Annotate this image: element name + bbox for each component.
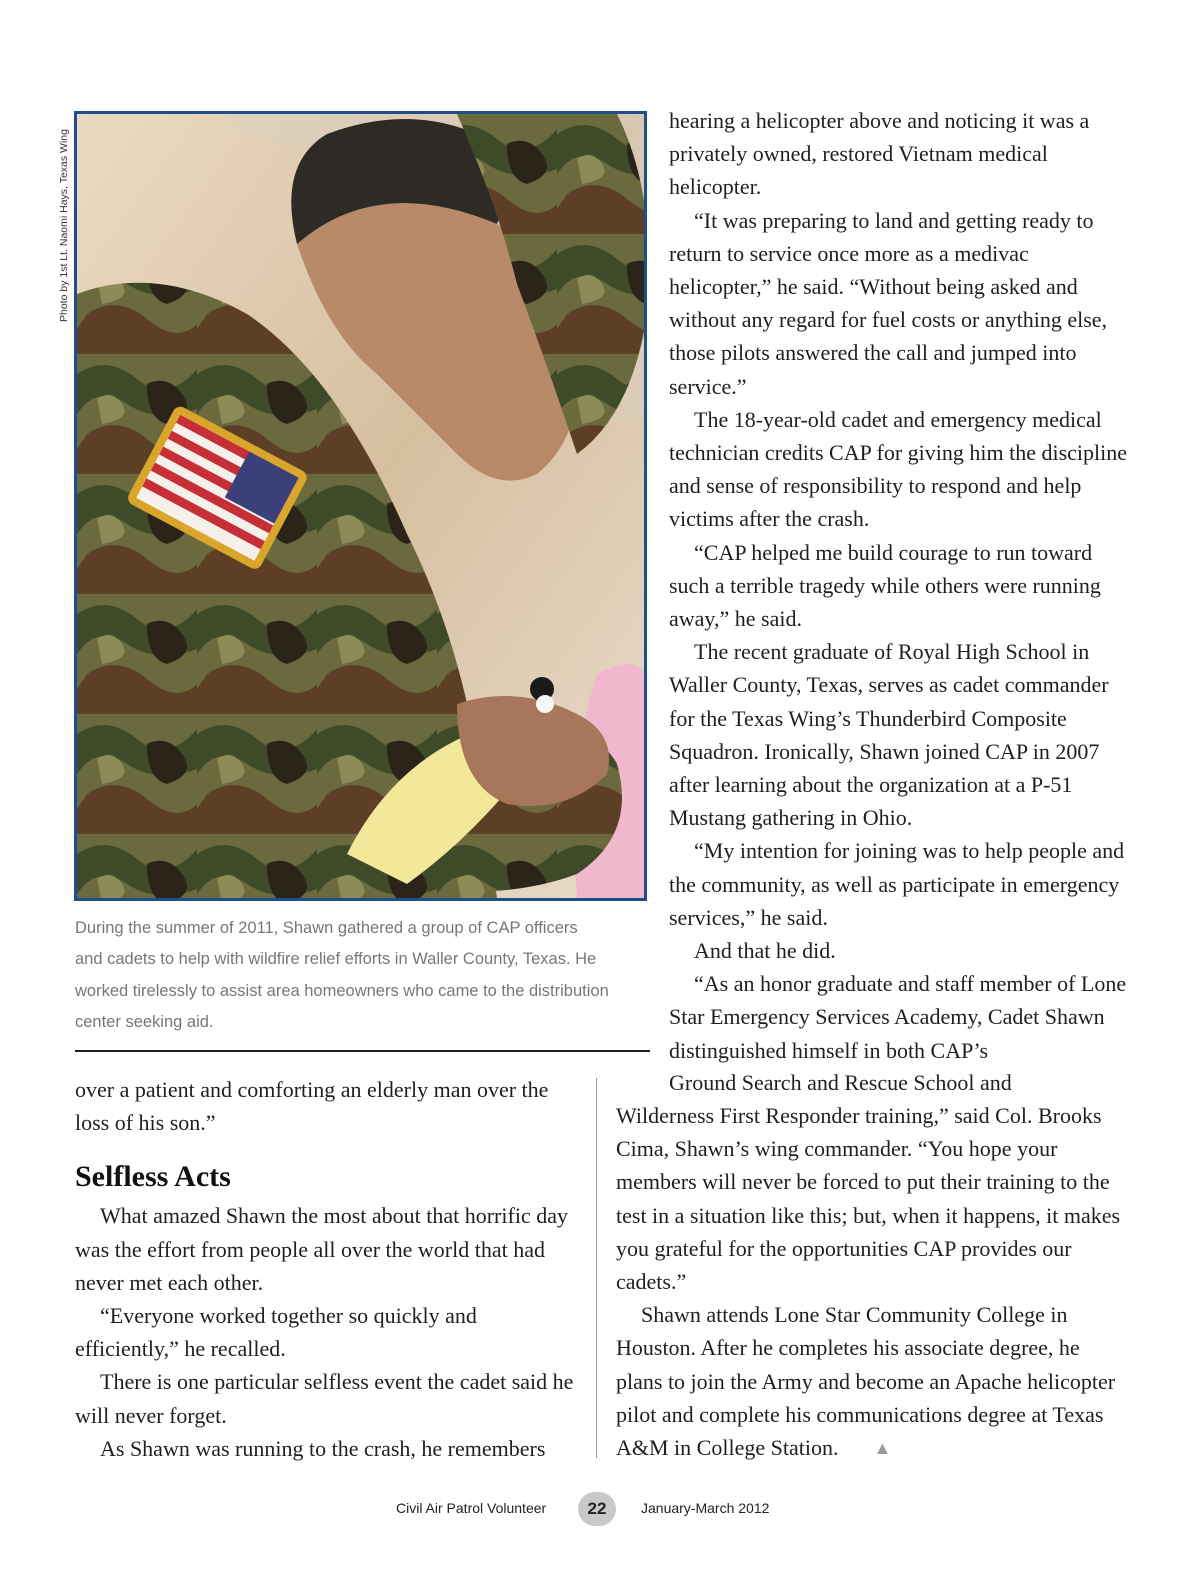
right-column-top: [669, 104, 1129, 1067]
paragraph: “CAP helped me build courage to run toward such a terrible tragedy while others were running away,” he said.: [669, 539, 1101, 632]
paragraph: “As an honor graduate and staff member of Lone Star Emergency Services Academy, Cadet Shawn distinguished himself in both CAP’s: [669, 971, 1127, 1063]
paragraph: “It was preparing to land and getting ready to return to service once more as a medivac helicopter,” he said. “Without being asked and without any regard for fuel costs or anything else, those pilots answered the call and jumped into service.”: [669, 207, 1108, 399]
paragraph: As Shawn was running to the crash, he remembers: [100, 1435, 546, 1461]
paragraph-text: Shawn attends Lone Star Community College in Houston. After he completes his associate degree, he plans to join the Army and become an Apache helicopter pilot and complete his communications degree at Texas A&M in College Station.: [616, 1302, 1116, 1461]
issue-date: January-March 2012: [641, 1500, 770, 1516]
caption-line: and cadets to help with wildfire relief efforts in Waller County, Texas. He: [75, 950, 597, 969]
photo-caption: [75, 913, 665, 1038]
cadet-photo: [74, 111, 647, 901]
caption-line: During the summer of 2011, Shawn gathered a group of CAP officers: [75, 919, 578, 937]
page-number: 22: [578, 1492, 616, 1526]
paragraph: The recent graduate of Royal High School in Waller County, Texas, serves as cadet commander for the Texas Wing’s Thunderbird Composite Squadron. Ironically, Shawn joined CAP in 2007 after learning about the organization at a P-51 Mustang gathering in Ohio.: [669, 639, 1109, 831]
paragraph: over a patient and comforting an elderly man over the loss of his son.”: [75, 1077, 549, 1136]
cadet-illustration: [77, 114, 644, 898]
end-of-story-triangle-icon: ▲: [873, 1438, 892, 1459]
paragraph: hearing a helicopter above and noticing it was a privately owned, restored Vietnam medical helicopter.: [669, 108, 1090, 200]
paragraph: “My intention for joining was to help people and the community, as well as participate in emergency services,” he said.: [669, 838, 1125, 930]
paragraph: The 18-year-old cadet and emergency medical technician credits CAP for giving him the discipline and sense of responsibility to respond and help victims after the crash.: [669, 406, 1128, 532]
column-divider: [596, 1078, 597, 1458]
caption-divider: [75, 1050, 650, 1052]
page-footer: [0, 1490, 1200, 1530]
publication-name: Civil Air Patrol Volunteer: [396, 1500, 547, 1516]
paragraph: Wilderness First Responder training,” said Col. Brooks Cima, Shawn’s wing commander. “You hope your members will never be forced to put their training to the test in a situation like this; but, when it happens, it makes you grateful for the opportunities CAP provides our cadets.”: [616, 1103, 1121, 1295]
section-heading: Selfless Acts: [75, 1160, 231, 1194]
left-column: [75, 1073, 580, 1465]
caption-line: worked tirelessly to assist area homeowners who came to the distribution: [75, 981, 609, 1000]
paragraph: There is one particular selfless event the cadet said he will never forget.: [75, 1369, 574, 1428]
caption-line: center seeking aid.: [75, 1012, 214, 1031]
paragraph-continuation: Ground Search and Rescue School and: [669, 1070, 1012, 1095]
right-column-bottom: [616, 1099, 1131, 1465]
photo-credit: Photo by 1st Lt. Naomi Hays, Texas Wing: [58, 129, 70, 322]
paragraph: “Everyone worked together so quickly and efficiently,” he recalled.: [75, 1303, 477, 1362]
paragraph-final: [616, 1298, 1131, 1465]
paragraph: And that he did.: [694, 938, 836, 964]
paragraph: What amazed Shawn the most about that horrific day was the effort from people all over the world that had never met each other.: [75, 1203, 568, 1295]
